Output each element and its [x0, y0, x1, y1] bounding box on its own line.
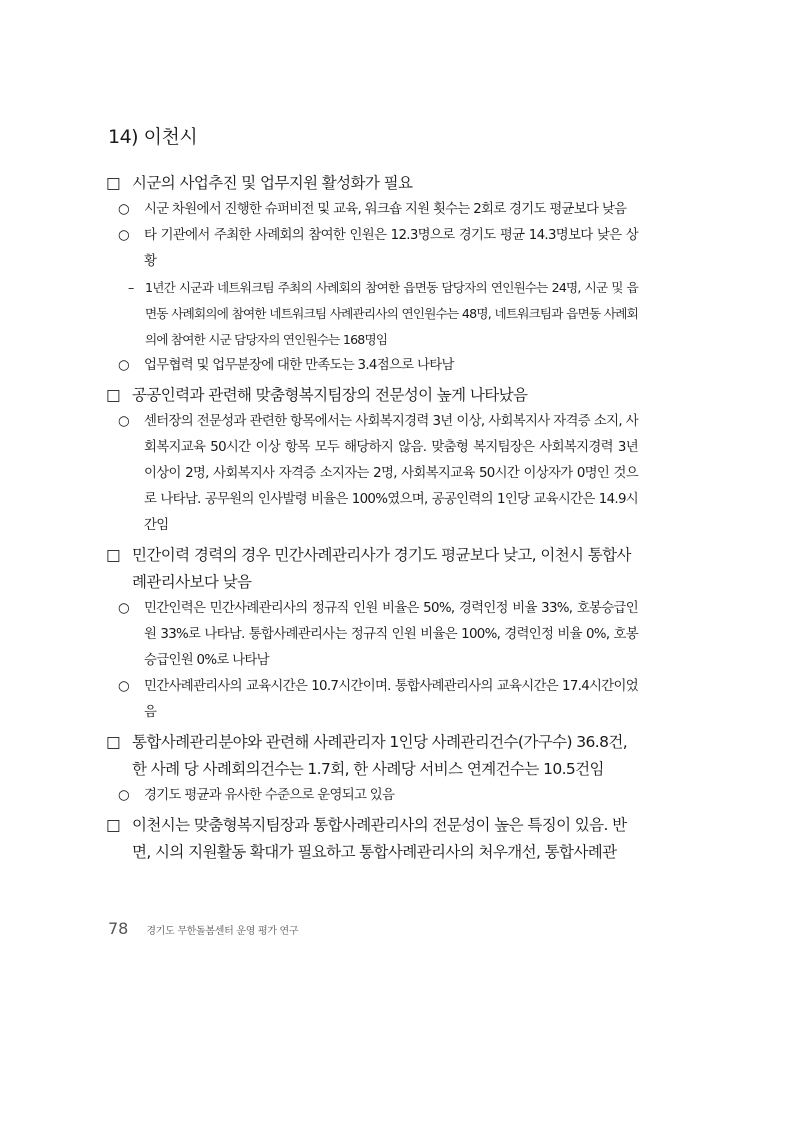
- circle-bullet-icon: ○: [118, 679, 129, 694]
- item-text: 이천시는 맞춤형복지팀장과 통합사례관리사의 전문성이 높은 특징이 있음. 반면, 시의 지원활동 확대가 필요하고 통합사례관리사의 처우개선, 통합사례관: [132, 816, 627, 861]
- square-bullet-icon: □: [106, 386, 121, 404]
- item-text: 타 기관에서 주최한 사례회의 참여한 인원은 12.3명으로 경기도 평균 14.3명보다 낮은 상황: [144, 228, 638, 269]
- item-text: 1년간 시군과 네트워크팀 주최의 사례회의 참여한 읍면동 담당자의 연인원수는 24명, 시군 및 읍면동 사례회의에 참여한 네트워크팀 사례관리사의 연인원수는 48명, 네트워크팀과 읍면동 사례회의에 참여한 시군 담당자의 연인원수는 168명임: [145, 280, 638, 347]
- circle-bullet-item: [118, 783, 638, 809]
- item-text: 센터장의 전문성과 관련한 항목에서는 사회복지경력 3년 이상, 사회복지사 자격증 소지, 사회복지교육 50시간 이상 항목 모두 해당하지 않음. 맞춤형 복지팀장은 사회복지경력 3년 이상이 2명, 사회복지사 자격증 소지자는 2명, 사회복지교육 50시간 이상자가 0명인 것으로 나타남. 공무원의 인사발령 비율은 100%였으며, 공공인력의 1인당 교육시간은 14.9시간임: [144, 414, 638, 533]
- square-bullet-icon: □: [106, 546, 121, 564]
- section-body: [106, 170, 638, 866]
- circle-bullet-item: [118, 197, 638, 223]
- square-bullet-item: [106, 729, 638, 783]
- circle-bullet-item: [118, 409, 638, 539]
- circle-bullet-item: [118, 596, 638, 674]
- circle-bullet-item: [118, 223, 638, 275]
- circle-bullet-icon: ○: [118, 788, 129, 803]
- dash-bullet-item: [128, 275, 638, 353]
- item-text: 민간이력 경력의 경우 민간사례관리사가 경기도 평균보다 낮고, 이천시 통합사례관리사보다 낮음: [132, 546, 631, 591]
- section-heading: 14) 이천시: [108, 126, 198, 148]
- item-text: 경기도 평균과 유사한 수준으로 운영되고 있음: [144, 788, 395, 803]
- square-bullet-item: [106, 542, 638, 596]
- item-text: 공공인력과 관련해 맞춤형복지팀장의 전문성이 높게 나타났음: [132, 386, 528, 404]
- square-bullet-icon: □: [106, 174, 121, 192]
- circle-bullet-item: [118, 674, 638, 726]
- square-bullet-item: [106, 170, 638, 197]
- item-text: 민간사례관리사의 교육시간은 10.7시간이며. 통합사례관리사의 교육시간은 17.4시간이었음: [144, 679, 638, 720]
- item-text: 민간인력은 민간사례관리사의 정규직 인원 비율은 50%, 경력인정 비율 33%, 호봉승급인원 33%로 나타남. 통합사례관리사는 정규직 인원 비율은 100%, 경력인정 비율 0%, 호봉승급인원 0%로 나타남: [144, 601, 638, 668]
- square-bullet-icon: □: [106, 816, 121, 834]
- circle-bullet-icon: ○: [118, 358, 129, 373]
- square-bullet-item: [106, 382, 638, 409]
- item-text: 시군 차원에서 진행한 슈퍼비전 및 교육, 워크숍 지원 횟수는 2회로 경기도 평균보다 낮음: [144, 202, 627, 217]
- circle-bullet-item: [118, 353, 638, 379]
- circle-bullet-icon: ○: [118, 414, 129, 429]
- square-bullet-item: [106, 812, 638, 866]
- page-number: 78: [108, 919, 129, 938]
- item-text: 업무협력 및 업무분장에 대한 만족도는 3.4점으로 나타남: [144, 358, 454, 373]
- circle-bullet-icon: ○: [118, 202, 129, 217]
- square-bullet-icon: □: [106, 733, 121, 751]
- dash-bullet-icon: –: [128, 280, 134, 295]
- page-footer: [108, 919, 298, 938]
- footer-title: 경기도 무한돌봄센터 운영 평가 연구: [146, 926, 299, 937]
- circle-bullet-icon: ○: [118, 228, 129, 243]
- circle-bullet-icon: ○: [118, 601, 129, 616]
- item-text: 통합사례관리분야와 관련해 사례관리자 1인당 사례관리건수(가구수) 36.8건, 한 사례 당 사례회의건수는 1.7회, 한 사례당 서비스 연계건수는 10.5건임: [132, 733, 628, 778]
- item-text: 시군의 사업추진 및 업무지원 활성화가 필요: [132, 174, 413, 192]
